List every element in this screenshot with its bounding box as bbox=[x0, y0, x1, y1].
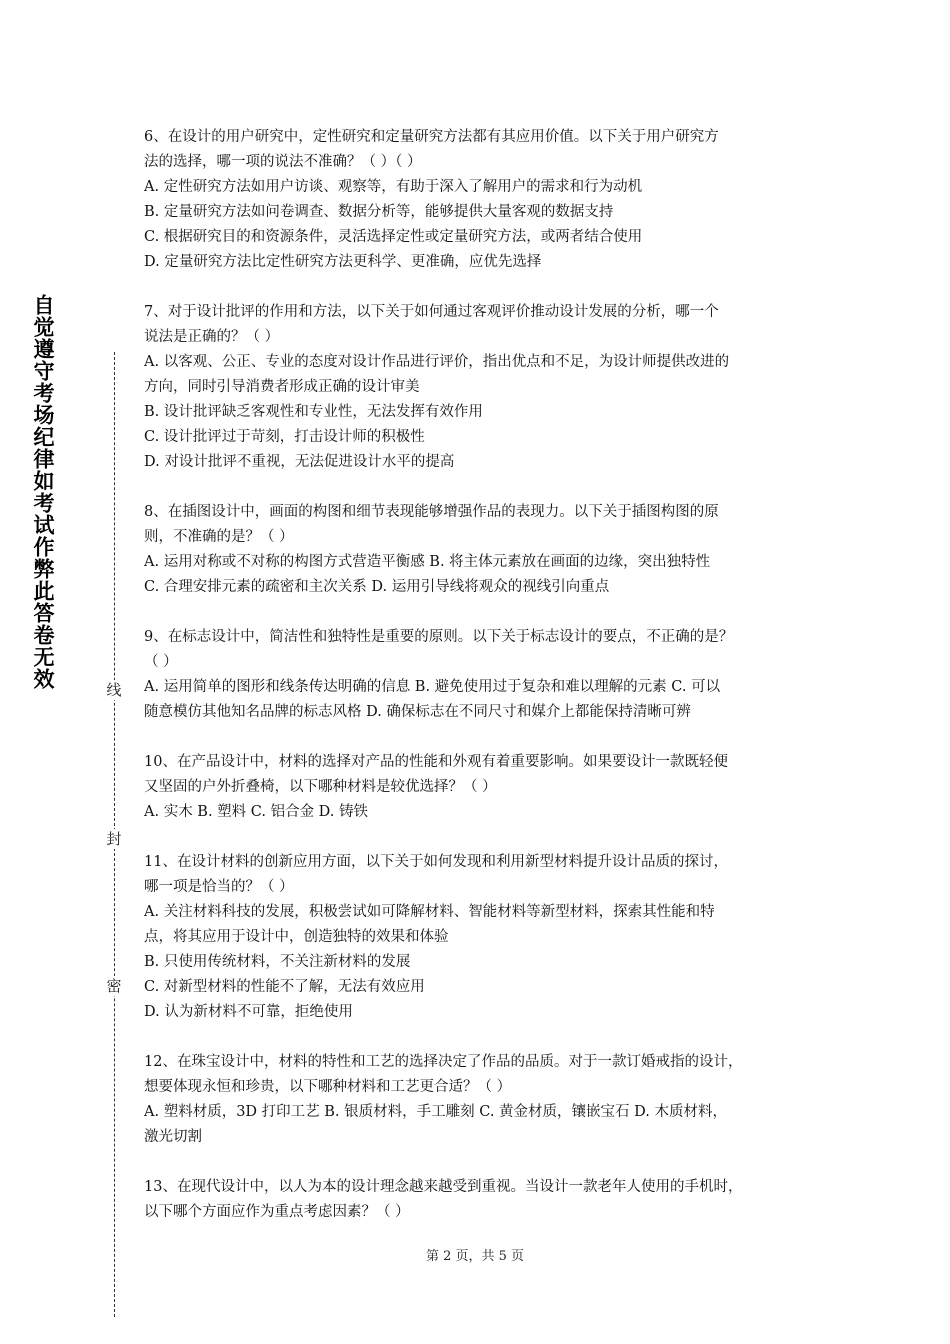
question-line: C. 对新型材料的性能不了解，无法有效应用 bbox=[144, 979, 425, 995]
question-line: 点，将其应用于设计中，创造独特的效果和体验 bbox=[144, 929, 449, 945]
question-line: C. 根据研究目的和资源条件，灵活选择定性或定量研究方法，或两者结合使用 bbox=[144, 229, 643, 245]
question-q10 bbox=[144, 750, 824, 825]
question-line: 方向，同时引导消费者形成正确的设计审美 bbox=[144, 379, 420, 395]
question-q6 bbox=[144, 125, 824, 275]
binding-mark-line: 线 bbox=[104, 680, 124, 700]
question-line: 随意模仿其他知名品牌的标志风格 D. 确保标志在不同尺寸和媒介上都能保持清晰可辨 bbox=[144, 704, 691, 720]
question-line: A. 关注材料科技的发展，积极尝试如可降解材料、智能材料等新型材料，探索其性能和特 bbox=[144, 904, 715, 920]
question-line: B. 设计批评缺乏客观性和专业性，无法发挥有效作用 bbox=[144, 404, 483, 420]
question-list bbox=[144, 125, 824, 1250]
question-q9 bbox=[144, 625, 824, 725]
question-q12 bbox=[144, 1050, 824, 1150]
question-line: 7、对于设计批评的作用和方法，以下关于如何通过客观评价推动设计发展的分析，哪一个 bbox=[144, 304, 719, 320]
question-line: 想要体现永恒和珍贵，以下哪种材料和工艺更合适？（ ） bbox=[144, 1079, 512, 1095]
question-line: 又坚固的户外折叠椅，以下哪种材料是较优选择？（ ） bbox=[144, 779, 497, 795]
question-line: 13、在现代设计中，以人为本的设计理念越来越受到重视。当设计一款老年人使用的手机时， bbox=[144, 1179, 743, 1195]
question-line: 激光切割 bbox=[144, 1129, 202, 1145]
question-line: A. 运用简单的图形和线条传达明确的信息 B. 避免使用过于复杂和难以理解的元素 C. 可以 bbox=[144, 679, 721, 695]
question-line: 说法是正确的？（ ） bbox=[144, 329, 280, 345]
question-line: 则，不准确的是？（ ） bbox=[144, 529, 294, 545]
question-q13 bbox=[144, 1175, 824, 1225]
question-line: 11、在设计材料的创新应用方面，以下关于如何发现和利用新型材料提升设计品质的探讨， bbox=[144, 854, 728, 870]
question-line: 以下哪个方面应作为重点考虑因素？（ ） bbox=[144, 1204, 410, 1220]
binding-mark-secret: 密 bbox=[104, 976, 124, 996]
question-line: A. 运用对称或不对称的构图方式营造平衡感 B. 将主体元素放在画面的边缘，突出独特性 bbox=[144, 554, 711, 570]
question-q11 bbox=[144, 850, 824, 1025]
question-line: 哪一项是恰当的？（ ） bbox=[144, 879, 294, 895]
question-line: A. 实木 B. 塑料 C. 铝合金 D. 铸铁 bbox=[144, 804, 369, 820]
question-line: B. 只使用传统材料，不关注新材料的发展 bbox=[144, 954, 411, 970]
binding-mark-seal: 封 bbox=[104, 829, 124, 849]
question-line: D. 对设计批评不重视，无法促进设计水平的提高 bbox=[144, 454, 455, 470]
question-line: C. 设计批评过于苛刻，打击设计师的积极性 bbox=[144, 429, 425, 445]
question-line: A. 以客观、公正、专业的态度对设计作品进行评价，指出优点和不足，为设计师提供改进的 bbox=[144, 354, 730, 370]
question-line: A. 塑料材质，3D 打印工艺 B. 银质材料，手工雕刻 C. 黄金材质，镶嵌宝石 D. 木质材料， bbox=[144, 1104, 727, 1120]
question-line: D. 认为新材料不可靠，拒绝使用 bbox=[144, 1004, 353, 1020]
question-line: D. 定量研究方法比定性研究方法更科学、更准确，应优先选择 bbox=[144, 254, 542, 270]
question-line: （ ） bbox=[144, 654, 178, 670]
question-line: A. 定性研究方法如用户访谈、观察等，有助于深入了解用户的需求和行为动机 bbox=[144, 179, 643, 195]
page-footer: 第 2 页，共 5 页 bbox=[425, 1249, 525, 1264]
question-q7 bbox=[144, 300, 824, 475]
question-line: 12、在珠宝设计中，材料的特性和工艺的选择决定了作品的品质。对于一款订婚戒指的设计， bbox=[144, 1054, 743, 1070]
question-line: 9、在标志设计中，简洁性和独特性是重要的原则。以下关于标志设计的要点，不正确的是？ bbox=[144, 629, 734, 645]
question-line: 法的选择，哪一项的说法不准确？（ ）（ ） bbox=[144, 154, 422, 170]
question-line: C. 合理安排元素的疏密和主次关系 D. 运用引导线将观众的视线引向重点 bbox=[144, 579, 610, 595]
question-line: B. 定量研究方法如问卷调查、数据分析等，能够提供大量客观的数据支持 bbox=[144, 204, 614, 220]
question-line: 10、在产品设计中，材料的选择对产品的性能和外观有着重要影响。如果要设计一款既轻便 bbox=[144, 754, 728, 770]
question-line: 8、在插图设计中，画面的构图和细节表现能够增强作品的表现力。以下关于插图构图的原 bbox=[144, 504, 719, 520]
question-q8 bbox=[144, 500, 824, 600]
question-line: 6、在设计的用户研究中，定性研究和定量研究方法都有其应用价值。以下关于用户研究方 bbox=[144, 129, 719, 145]
exam-discipline-notice: 自觉遵守考场纪律如考试作弊此答卷无效 bbox=[31, 294, 55, 690]
